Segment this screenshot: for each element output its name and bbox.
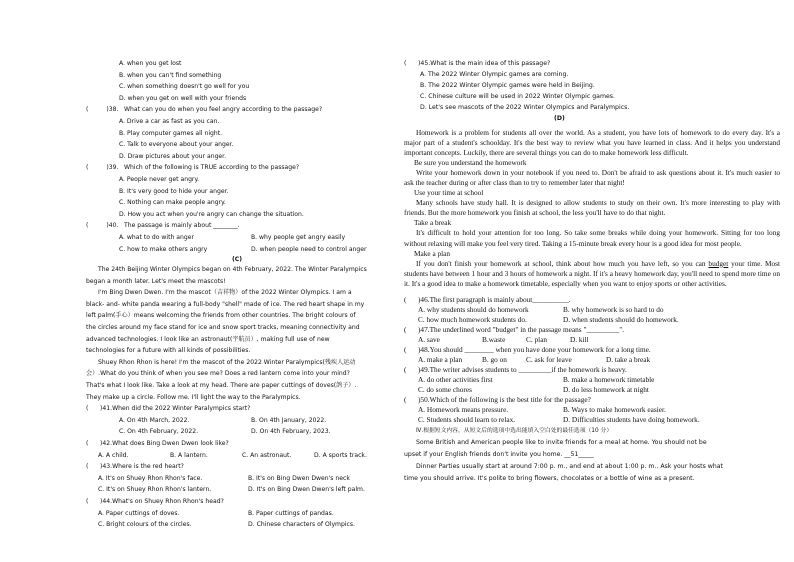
passage-d-heading-1: Be sure you understand the homework — [414, 158, 527, 168]
answer-paren[interactable]: ( — [404, 294, 407, 304]
q43-options-row-1 — [86, 473, 388, 485]
section-d-heading: (D) — [554, 115, 565, 122]
q39-option-c[interactable]: C. Nothing can make people angry. — [119, 199, 226, 207]
q38-option-a[interactable]: A. Drive a car as fast as you can. — [119, 117, 220, 125]
q45-option-a[interactable]: A. The 2022 Winter Olympic games are coming. — [420, 71, 569, 78]
question-40 — [86, 220, 388, 232]
q38-option-b[interactable]: B. Play computer games all night. — [119, 129, 223, 137]
q47-option-b[interactable]: B.waste — [482, 334, 506, 344]
question-stem: Which of the following is the best title for the passage? — [429, 395, 591, 405]
paragraph-text: If you don't finish your homework at school, think about how much you have left, so you can — [416, 258, 709, 268]
q46-option-a[interactable]: A. why students should do homework — [418, 304, 529, 314]
q39-option-b[interactable]: B. It's very good to hide your anger. — [119, 187, 229, 195]
answer-paren[interactable]: ( — [86, 440, 89, 447]
question-43 — [86, 461, 388, 473]
q40-options-row-2 — [86, 244, 388, 256]
q39-option-d[interactable]: D. How you act when you're angry can change the situation. — [119, 210, 304, 218]
passage-d-paragraph-3: Many schools have study hall. It is designed to allow students to study on their own. It's more interesting to play with friends. But the more homework you finish at school, the less you'll have to do that night. — [404, 198, 780, 218]
passage-c-line: The 24th Beijing Winter Olympics began on 4th February, 2022. The Winter Paralympics — [98, 266, 367, 274]
q41-options-row-2 — [86, 426, 388, 438]
passage-c-line: I'm Bing Dwen Dwen. I'm the mascot（吉祥物）of the 2022 Winter Olympics. I am a — [98, 289, 352, 297]
section-iv-line: Dinner Parties usually start at around 7:00 p. m., and end at about 1:00 p. m.. Ask your hosts what — [416, 463, 723, 471]
q48-option-b[interactable]: B. go on — [482, 355, 507, 365]
q46-option-d[interactable]: D. when students should do homework. — [563, 314, 679, 324]
passage-d-paragraph-4: It's difficult to hold your attention for too long. So take some breaks while doing your homework. Sitting for too long without relaxing will make you feel very tired. Taking a 15-minute break every hour is a good idea for most people. — [404, 228, 780, 248]
q40-option-b[interactable]: B. why people get angry easily — [251, 233, 346, 241]
q45-option-c[interactable]: C. Chinese culture will be used in 2022 Winter Olympic games. — [420, 93, 615, 100]
answer-paren[interactable]: ( — [404, 60, 407, 67]
q50-option-b[interactable]: B. Ways to make homework easier. — [563, 405, 666, 415]
q44-option-d[interactable]: D. Chinese characters of Olympics. — [248, 521, 356, 529]
q50-option-c[interactable]: C. Students should learn to relax. — [418, 415, 516, 425]
answer-paren[interactable]: ( — [86, 164, 89, 172]
question-number: )49. — [418, 365, 430, 375]
right-column — [404, 58, 780, 485]
q38-option-c[interactable]: C. Talk to everyone about your anger. — [119, 141, 234, 149]
q44-option-c[interactable]: C. Bright colours of the circles. — [98, 521, 192, 529]
passage-d-paragraph-1: Homework is a problem for students all over the world. As a student, you have lots of homework to do every day. It's a major part of a student's schoolday. It's the best way to review what you have learned in class. And it helps you understand important concepts. Luckily, there are several things you can do to make homework less difficult. — [404, 128, 780, 158]
section-iv-line: upset if your English friends don't invite you home. __51_____ — [404, 451, 594, 459]
q50-option-d[interactable]: D. Difficulties students have doing homework. — [563, 415, 700, 425]
q49-option-b[interactable]: B. make a homework timetable — [563, 375, 655, 385]
passage-c-line: black- and- white panda wearing a full-body "shell" made of ice. The red heart shape in my — [86, 300, 365, 308]
passage-c-line: Shuey Rhon Rhon is here! I'm the mascot of the 2022 Winter Paralympics(残疾人运动 — [98, 358, 356, 366]
q50-options-row-1 — [404, 405, 780, 415]
passage-d-heading-2: Use your time at school — [414, 188, 484, 198]
q44-option-b[interactable]: B. Paper cuttings of pandas. — [248, 509, 334, 517]
q44-options-row-2 — [86, 519, 388, 531]
question-44 — [86, 496, 388, 508]
question-number: )50. — [418, 395, 430, 405]
q46-option-c[interactable]: C. how much homework students do. — [418, 314, 527, 324]
q48-options-row — [404, 355, 780, 365]
q39-option-a[interactable]: A. People never get angry. — [119, 175, 200, 183]
q48-option-a[interactable]: A. make a plan — [418, 355, 463, 365]
question-49 — [404, 365, 780, 375]
q50-options-row-2 — [404, 415, 780, 425]
q47-option-c[interactable]: C. plan — [526, 334, 548, 344]
question-number: )38. — [106, 106, 119, 114]
q43-option-b[interactable]: B. It's on Bing Dwen Dwen's neck — [248, 474, 350, 482]
q46-options-row-1 — [404, 305, 780, 315]
passage-c-line: They make up a circle. Follow me. I'll light the way to the Paralympics. — [86, 393, 301, 401]
passage-c-line: technologies for a future with all kinds of possibilities. — [86, 347, 251, 355]
q43-option-d[interactable]: D. It's on Bing Dwen Dwen's left palm. — [248, 486, 365, 494]
q37-option-c[interactable]: C. when something doesn't go well for you — [119, 83, 250, 91]
question-41 — [86, 403, 388, 415]
question-stem: The first paragraph is mainly about__________. — [429, 294, 571, 304]
passage-c-line: left palm(手心）means welcoming the friends from other countries. The bright colours of — [86, 312, 356, 320]
question-stem: Which of the following is TRUE according to the passage? — [124, 164, 300, 172]
question-stem: You should ________ when you have done your homework for a long time. — [429, 344, 651, 354]
q40-option-d[interactable]: D. when people need to control anger — [251, 245, 367, 253]
question-stem: The passage is mainly about ________. — [124, 222, 240, 230]
q49-option-a[interactable]: A. do other activities first — [418, 375, 493, 385]
passage-c-line: advanced technologies. I look like an astronaut(宇航员）, making full use of new — [86, 335, 330, 343]
q44-option-a[interactable]: A. Paper cuttings of doves. — [98, 509, 180, 517]
question-stem: When did the 2022 Winter Paralympics start? — [112, 405, 251, 413]
question-number: )39. — [106, 164, 119, 172]
q37-option-a[interactable]: A. when you get lost — [119, 60, 182, 67]
answer-paren[interactable]: ( — [86, 463, 89, 471]
question-number: )48. — [418, 344, 430, 354]
section-c-heading: (C) — [231, 256, 243, 264]
answer-paren[interactable]: ( — [86, 497, 89, 505]
question-number: )41. — [100, 405, 113, 413]
q41-option-a[interactable]: A. On 4th March, 2022. — [119, 416, 190, 424]
q40-option-c[interactable]: C. how to make others angry — [119, 245, 208, 253]
q43-options-row-2 — [86, 484, 388, 496]
q43-option-c[interactable]: C. It's on Shuey Rhon Rhon's lantern. — [98, 486, 212, 494]
q41-option-c[interactable]: C. On 4th February, 2022. — [119, 428, 199, 436]
question-38 — [86, 104, 388, 116]
q41-option-d[interactable]: D. On 4th February, 2023. — [251, 428, 331, 436]
question-number: )45. — [418, 60, 431, 67]
passage-d-heading-4: Make a plan — [414, 248, 451, 258]
q41-option-b[interactable]: B. On 4th January, 2022. — [251, 416, 327, 424]
section-iv-line: Some British and American people like to invite friends for a meal at home. You should not be — [416, 439, 707, 447]
q42-option-d[interactable]: D. A sports track. — [314, 451, 367, 459]
q49-option-d[interactable]: D. do less homework at night — [563, 385, 649, 395]
q48-option-c[interactable]: C. ask for leave — [526, 355, 572, 365]
left-column — [86, 58, 388, 531]
question-stem: The writer advises students to _________if the homework is heavy. — [429, 365, 627, 375]
question-stem: The underlined word "budget" in the passage means "_________". — [429, 324, 625, 334]
q43-option-a[interactable]: A. It's on Shuey Rhon Rhon's face. — [98, 474, 203, 482]
q49-options-row-1 — [404, 375, 780, 385]
q40-option-a[interactable]: A. what to do with anger — [119, 233, 195, 241]
answer-paren[interactable]: ( — [404, 365, 407, 375]
underlined-word-budget: budget — [708, 258, 729, 268]
q42-options-row — [86, 450, 388, 462]
question-47 — [404, 325, 780, 335]
q50-option-a[interactable]: A. Homework means pressure. — [418, 405, 509, 415]
q44-options-row-1 — [86, 508, 388, 520]
answer-paren[interactable]: ( — [86, 405, 89, 413]
question-48 — [404, 345, 780, 355]
q47-option-a[interactable]: A. save — [418, 334, 440, 344]
q48-option-d[interactable]: D. take a break — [606, 355, 651, 365]
q42-option-a[interactable]: A. A child. — [98, 451, 129, 459]
q37-option-d[interactable]: D. when you get on well with your friends — [119, 94, 247, 102]
q46-options-row-2 — [404, 315, 780, 325]
q47-option-d[interactable]: D. kill — [570, 334, 589, 344]
passage-d-heading-3: Take a break — [414, 218, 452, 228]
paragraph-text: your time. Most students have between 1 hour and 3 hours of homework a night. If it's a heavy homework day, you'll need to spend more time on it. It's a good idea to make a homework timetable, especially when you want to enjoy sports or other activities. — [404, 258, 780, 288]
question-42 — [86, 438, 388, 450]
q42-option-c[interactable]: C. An astronaut. — [242, 451, 292, 459]
passage-c-line: began a month later. Let's meet the mascots! — [86, 277, 226, 285]
q45-option-b[interactable]: B. The 2022 Winter Olympic games were held in Beijing. — [420, 82, 595, 89]
question-stem: What can you do when you feel angry according to the passage? — [124, 106, 323, 114]
question-number: )44. — [100, 497, 113, 505]
question-number: )46. — [418, 294, 430, 304]
question-number: )42. — [100, 440, 113, 447]
passage-c-line: That's what I look like. Take a look at my head. There are paper cuttings of doves(鸽子）. — [86, 382, 357, 390]
q45-option-d[interactable]: D. Let's see mascots of the 2022 Winter Olympics and Paralympics. — [420, 104, 630, 111]
q47-options-row — [404, 335, 780, 345]
question-45 — [404, 58, 780, 69]
question-39 — [86, 162, 388, 174]
question-50 — [404, 395, 780, 405]
section-iv-line: time you should arrive. It's polite to bring flowers, chocolates or a bottle of wine as a present. — [404, 475, 695, 483]
question-stem: What's on Shuey Rhon Rhon's head? — [112, 497, 224, 505]
q40-options-row-1 — [86, 232, 388, 244]
q49-options-row-2 — [404, 385, 780, 395]
question-number: )47. — [418, 324, 430, 334]
question-number: )43. — [100, 463, 113, 471]
question-46 — [404, 295, 780, 305]
q46-option-b[interactable]: B. why homework is so hard to do — [563, 304, 664, 314]
passage-d-paragraph-2: Write your homework down in your notebook if you need to. Don't be afraid to ask questions about it. It's much easier to ask the teacher during or after class than to try to remember later that night! — [404, 168, 780, 188]
answer-paren[interactable]: ( — [86, 106, 89, 114]
q37-option-b[interactable]: B. when you can't find something — [119, 71, 222, 79]
q41-options-row-1 — [86, 415, 388, 427]
question-stem: What is the main idea of this passage? — [430, 60, 551, 67]
passage-d-paragraph-5 — [404, 259, 780, 289]
answer-paren[interactable]: ( — [404, 395, 407, 405]
answer-paren[interactable]: ( — [86, 222, 89, 230]
passage-c-line: the circles around my face stand for ice and snow sport tracks, meaning connectivity and — [86, 324, 360, 332]
question-number: )40. — [106, 222, 119, 230]
q42-option-b[interactable]: B. A lantern. — [170, 451, 208, 459]
section-iv-heading: Ⅳ.根据短文内容，从短文后的选项中选出能填入空白处的最佳选项（10 分） — [416, 428, 613, 435]
passage-c-line: 会）.What do you think of when you see me? Does a red lantern come into your mind? — [86, 370, 350, 378]
answer-paren[interactable]: ( — [404, 344, 407, 354]
answer-paren[interactable]: ( — [404, 324, 407, 334]
q49-option-c[interactable]: C. do some chores — [418, 385, 472, 395]
question-stem: Where is the red heart? — [112, 463, 184, 471]
q38-option-d[interactable]: D. Draw pictures about your anger. — [119, 152, 227, 160]
question-stem: What does Bing Dwen Dwen look like? — [112, 440, 229, 447]
